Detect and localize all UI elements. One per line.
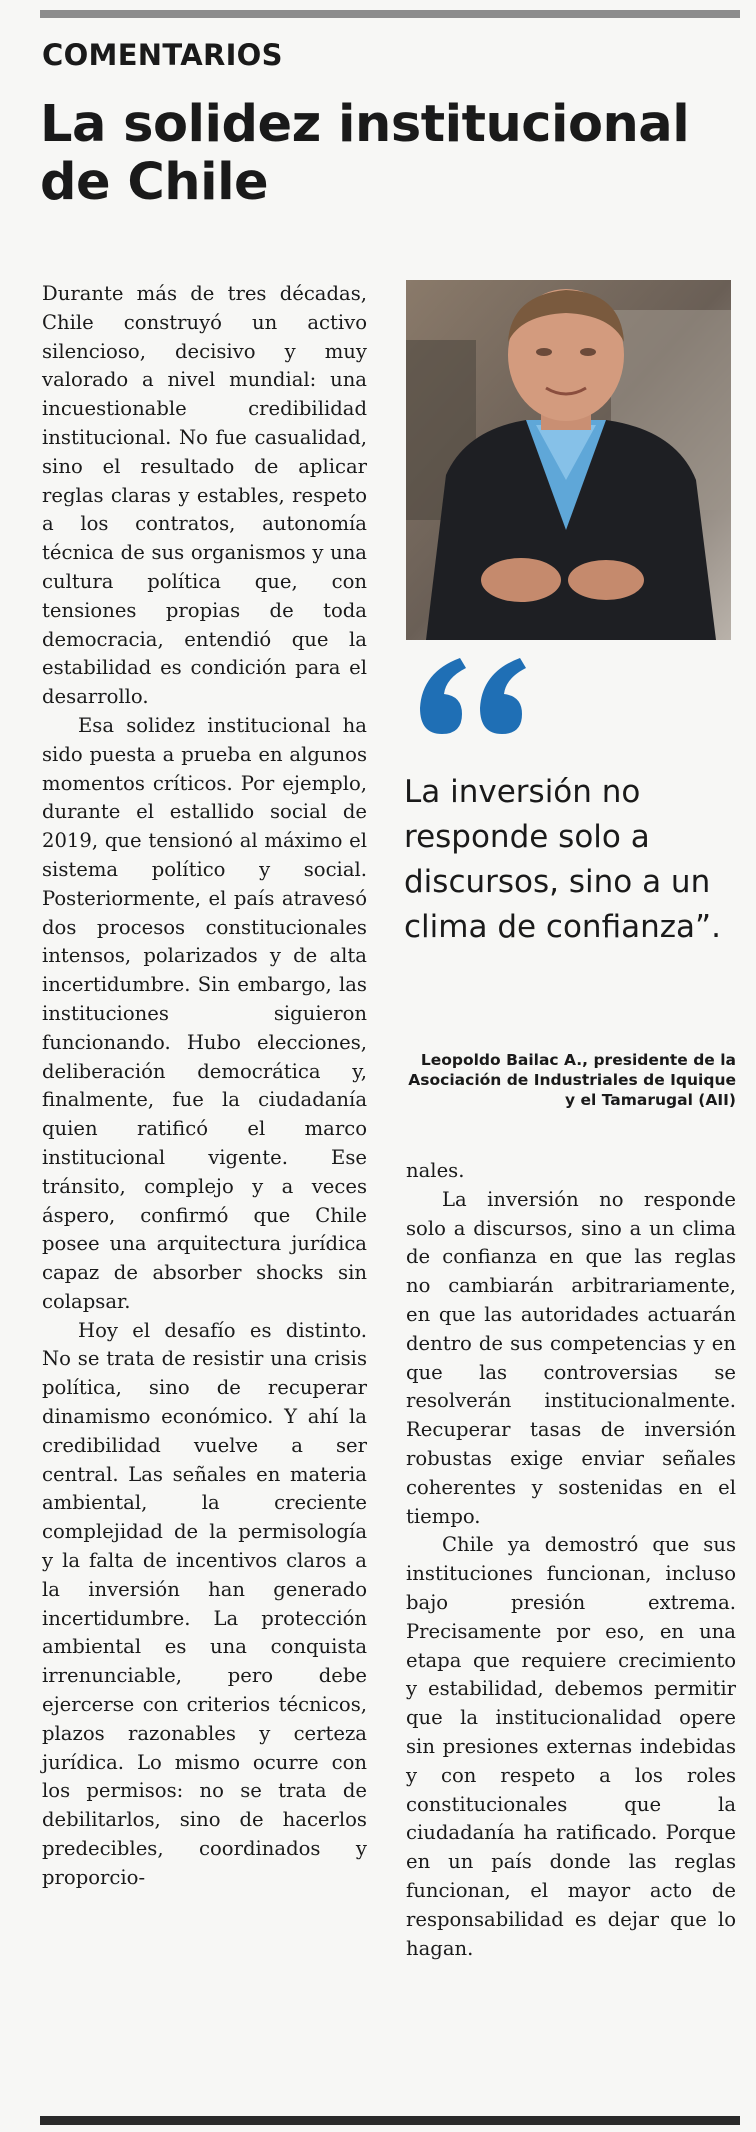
paragraph: La inversión no responde solo a discursos, sino a un clima de confianza en que las reglas no cambiarán arbitrariamente, en que las autoridades actuarán dentro de sus competencias y en que las controversias se resolverán institucionalmente. Recuperar tasas de inversión robustas exige enviar señales coherentes y sostenidas en el tiempo. xyxy=(406,1187,736,1528)
paragraph: Hoy el desafío es distinto. No se trata de resistir una crisis política, sino de recuperar dinamismo económico. Y ahí la credibilidad vuelve a ser central. Las señales en materia ambiental, la creciente complejidad de la permisología y la falta de incentivos claros a la inversión han generado incertidumbre. La protección ambiental es una conquista irrenunciable, pero debe ejercerse con criterios técnicos, plazos razonables y certeza jurídica. Lo mismo ocurre con los permisos: no se trata de debilitarlos, sino de hacerlos predecibles, coordinados y proporcio- xyxy=(42,1318,367,1889)
section-label: COMENTARIOS xyxy=(42,38,283,72)
paragraph: Esa solidez institucional ha sido puesta a prueba en algunos momentos críticos. Por ejemplo, durante el estallido social de 2019, que tensionó al máximo el sistema político y social. Posteriormente, el país atravesó dos procesos constitucionales intensos, polarizados y de alta incertidumbre. Sin embargo, las instituciones siguieron funcionando. Hubo elecciones, deliberación democrática y, finalmente, fue la ciudadanía quien ratificó el marco institucional vigente. Ese tránsito, complejo y a veces áspero, confirmó que Chile posee una arquitectura jurídica capaz de absorber shocks sin colapsar. xyxy=(42,713,367,1313)
bottom-rule xyxy=(40,2116,740,2125)
top-rule xyxy=(40,10,740,18)
opening-quote-icon xyxy=(412,650,532,740)
body-column-left xyxy=(42,280,367,1893)
headline: La solidez institucional de Chile xyxy=(40,95,690,212)
pull-quote: La inversión no responde solo a discursos, sino a un clima de confianza”. xyxy=(404,774,721,945)
paragraph: Durante más de tres décadas, Chile construyó un activo silencioso, decisivo y muy valorado a nivel mundial: una incuestionable credibilidad institucional. No fue casualidad, sino el resultado de aplicar reglas claras y estables, respeto a los contratos, autonomía técnica de sus organismos y una cultura política que, con tensiones propias de toda democracia, entendió que la estabilidad es condición para el desarrollo. xyxy=(42,282,367,709)
body-column-right xyxy=(406,1157,736,1963)
paragraph: Chile ya demostró que sus instituciones funcionan, incluso bajo presión extrema. Precisamente por eso, en una etapa que requiere crecimiento y estabilidad, debemos permitir que la institucionalidad opere sin presiones externas indebidas y con respeto a los roles constitucionales que la ciudadanía ha ratificado. Porque en un país donde las reglas funcionan, el mayor acto de responsabilidad es dejar que lo hagan. xyxy=(406,1533,736,1960)
author-photo xyxy=(406,280,731,640)
quote-attribution: Leopoldo Bailac A., presidente de la Asociación de Industriales de Iquique y el Tamarugal (AII) xyxy=(408,1051,736,1109)
paragraph: nales. xyxy=(406,1159,465,1182)
author-portrait-illustration xyxy=(406,280,731,640)
